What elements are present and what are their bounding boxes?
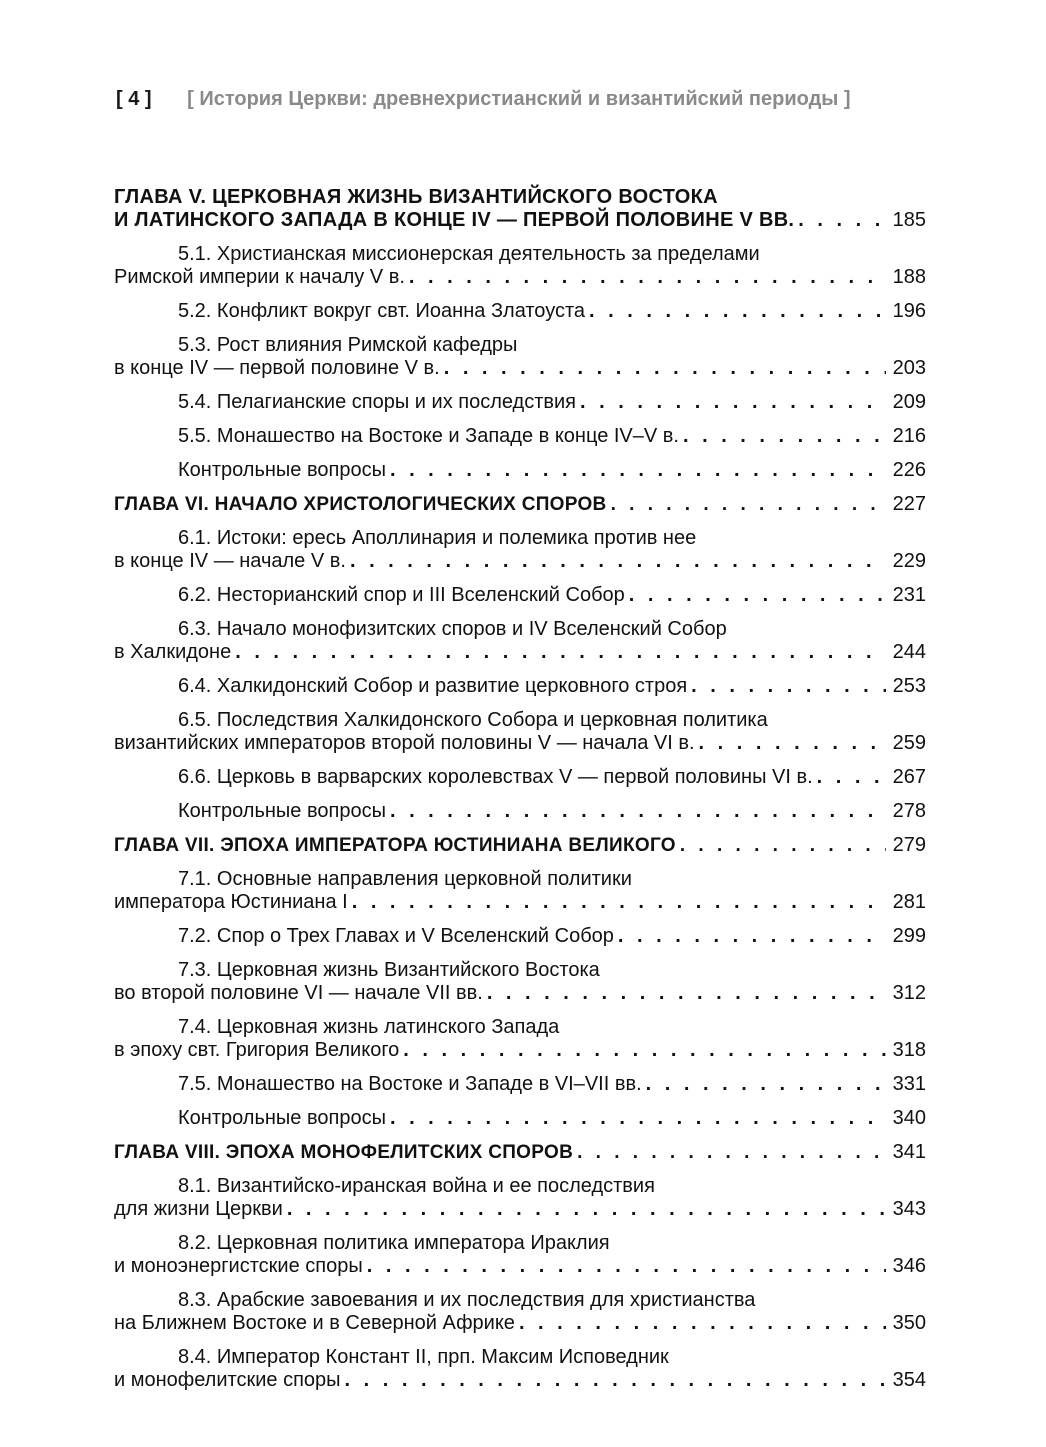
page-ref: 259 bbox=[892, 732, 926, 754]
toc-chapter-5[interactable]: ГЛАВА V. ЦЕРКОВНАЯ ЖИЗНЬ ВИЗАНТИЙСКОГО ВОСТОКА И ЛАТИНСКОГО ЗАПАДА В КОНЦЕ IV — ПЕРВОЙ ПОЛОВИНЕ V ВВ. . . . 185 bbox=[114, 186, 926, 232]
toc-chapter-7[interactable]: ГЛАВА VII. ЭПОХА ИМПЕРАТОРА ЮСТИНИАНА ВЕЛИКОГО . . . 279 bbox=[114, 834, 926, 857]
toc-questions-6[interactable]: Контрольные вопросы . . . 278 bbox=[114, 800, 926, 823]
toc-chapter-8[interactable]: ГЛАВА VIII. ЭПОХА МОНОФЕЛИТСКИХ СПОРОВ . . . 341 bbox=[114, 1141, 926, 1164]
page-ref: 354 bbox=[892, 1369, 926, 1391]
toc-section-6-1[interactable]: 6.1. Истоки: ересь Аполлинария и полемика против нее в конце IV — начале V в. . . . 229 bbox=[114, 527, 926, 573]
page-ref: 244 bbox=[892, 641, 926, 663]
page-ref: 331 bbox=[892, 1073, 926, 1095]
toc-chapter-6[interactable]: ГЛАВА VI. НАЧАЛО ХРИСТОЛОГИЧЕСКИХ СПОРОВ . . . 227 bbox=[114, 493, 926, 516]
page-ref: 216 bbox=[892, 425, 926, 447]
toc-section-6-3[interactable]: 6.3. Начало монофизитских споров и IV Вселенский Собор в Халкидоне . . . 244 bbox=[114, 618, 926, 664]
toc-questions-5[interactable]: Контрольные вопросы . . . 226 bbox=[114, 459, 926, 482]
page-ref: 229 bbox=[892, 550, 926, 572]
page-ref: 341 bbox=[892, 1141, 926, 1163]
page-number: [ 4 ] bbox=[116, 88, 152, 110]
toc-section-7-5[interactable]: 7.5. Монашество на Востоке и Западе в VI–VII вв. . . . 331 bbox=[114, 1073, 926, 1096]
toc-section-8-3[interactable]: 8.3. Арабские завоевания и их последствия для христианства на Ближнем Востоке и в Северной Африке . . . 350 bbox=[114, 1289, 926, 1335]
page-ref: 227 bbox=[892, 493, 926, 515]
toc-section-5-1[interactable]: 5.1. Христианская миссионерская деятельность за пределами Римской империи к началу V в. . . . 188 bbox=[114, 243, 926, 289]
table-of-contents bbox=[114, 186, 926, 1392]
page-ref: 209 bbox=[892, 391, 926, 413]
toc-questions-7[interactable]: Контрольные вопросы . . . 340 bbox=[114, 1107, 926, 1130]
toc-section-7-3[interactable]: 7.3. Церковная жизнь Византийского Востока во второй половине VI — начале VII вв. . . . 312 bbox=[114, 959, 926, 1005]
page-ref: 188 bbox=[892, 266, 926, 288]
toc-section-8-4[interactable]: 8.4. Император Констант II, прп. Максим Исповедник и монофелитские споры . . . 354 bbox=[114, 1346, 926, 1392]
toc-section-5-3[interactable]: 5.3. Рост влияния Римской кафедры в конце IV — первой половине V в. . . . 203 bbox=[114, 334, 926, 380]
toc-section-7-1[interactable]: 7.1. Основные направления церковной политики императора Юстиниана I . . . 281 bbox=[114, 868, 926, 914]
page-ref: 279 bbox=[892, 834, 926, 856]
book-title: [ История Церкви: древнехристианский и византийский периоды ] bbox=[187, 88, 851, 110]
toc-section-8-1[interactable]: 8.1. Византийско-иранская война и ее последствия для жизни Церкви . . . 343 bbox=[114, 1175, 926, 1221]
page-ref: 231 bbox=[892, 584, 926, 606]
page-ref: 299 bbox=[892, 925, 926, 947]
page-ref: 340 bbox=[892, 1107, 926, 1129]
page-ref: 253 bbox=[892, 675, 926, 697]
page-ref: 312 bbox=[892, 982, 926, 1004]
page-ref: 203 bbox=[892, 357, 926, 379]
page-ref: 346 bbox=[892, 1255, 926, 1277]
toc-section-5-5[interactable]: 5.5. Монашество на Востоке и Западе в конце IV–V в. . . . 216 bbox=[114, 425, 926, 448]
page-ref: 196 bbox=[892, 300, 926, 322]
toc-section-5-4[interactable]: 5.4. Пелагианские споры и их последствия . . . 209 bbox=[114, 391, 926, 414]
toc-section-8-2[interactable]: 8.2. Церковная политика императора Ираклия и моноэнергистские споры . . . 346 bbox=[114, 1232, 926, 1278]
toc-section-7-2[interactable]: 7.2. Спор о Трех Главах и V Вселенский Собор . . . 299 bbox=[114, 925, 926, 948]
page-ref: 350 bbox=[892, 1312, 926, 1334]
page-ref: 185 bbox=[892, 209, 926, 231]
toc-section-6-6[interactable]: 6.6. Церковь в варварских королевствах V — первой половины VI в. . . . 267 bbox=[114, 766, 926, 789]
running-header bbox=[116, 88, 916, 111]
page-ref: 278 bbox=[892, 800, 926, 822]
toc-section-5-2[interactable]: 5.2. Конфликт вокруг свт. Иоанна Златоуста . . . 196 bbox=[114, 300, 926, 323]
page-ref: 343 bbox=[892, 1198, 926, 1220]
page-ref: 226 bbox=[892, 459, 926, 481]
page-ref: 318 bbox=[892, 1039, 926, 1061]
toc-section-6-2[interactable]: 6.2. Несторианский спор и III Вселенский Собор . . . 231 bbox=[114, 584, 926, 607]
page-ref: 267 bbox=[892, 766, 926, 788]
toc-section-6-5[interactable]: 6.5. Последствия Халкидонского Собора и церковная политика византийских императоров второй половины V — начала VI в. . . . 259 bbox=[114, 709, 926, 755]
page-ref: 281 bbox=[892, 891, 926, 913]
toc-section-6-4[interactable]: 6.4. Халкидонский Собор и развитие церковного строя . . . 253 bbox=[114, 675, 926, 698]
toc-section-7-4[interactable]: 7.4. Церковная жизнь латинского Запада в эпоху свт. Григория Великого . . . 318 bbox=[114, 1016, 926, 1062]
